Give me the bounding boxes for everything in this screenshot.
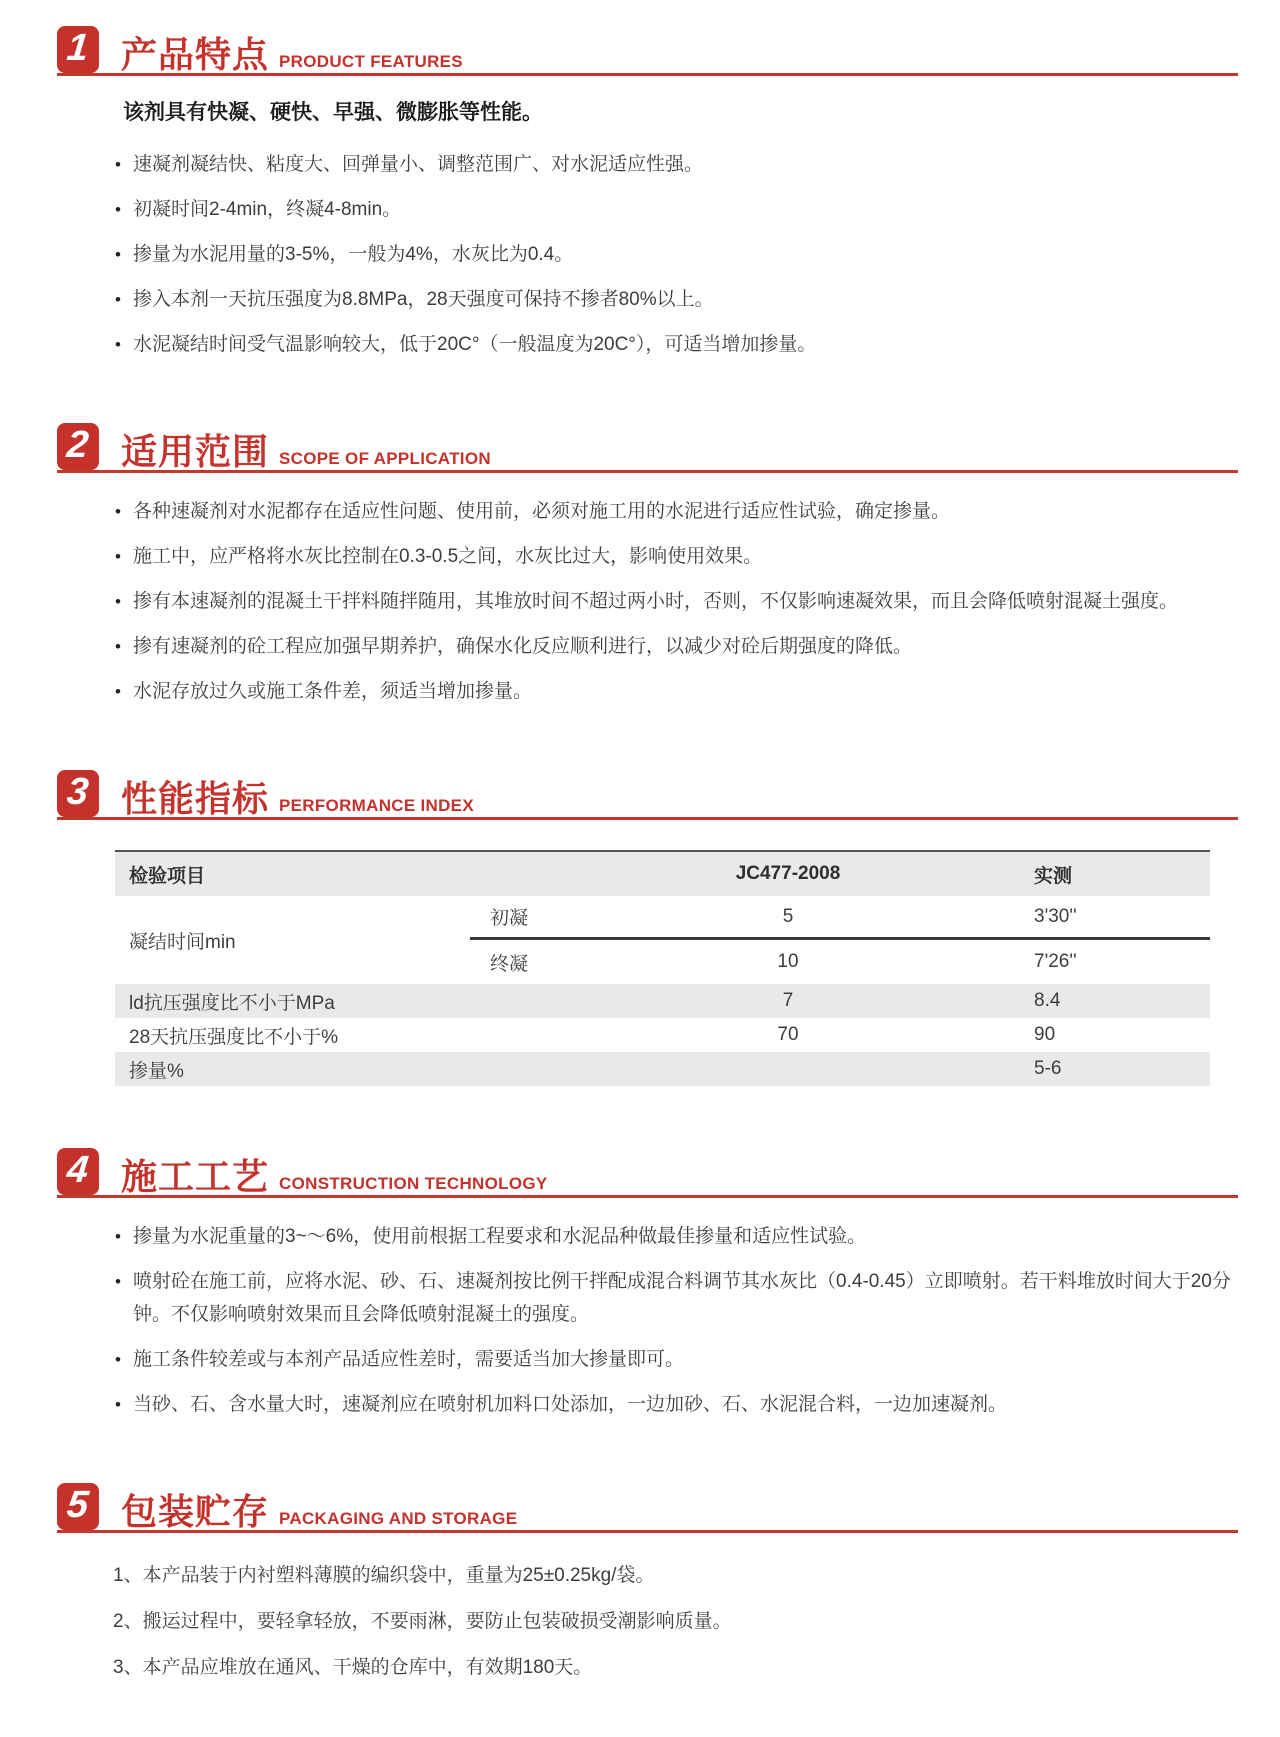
table-header-row	[115, 850, 1210, 896]
table-setting-time-block	[115, 896, 1210, 984]
table-row	[115, 1052, 1210, 1086]
setting-time-subrows	[470, 896, 1210, 984]
subrow-measured-value: 3'30''	[1034, 905, 1077, 927]
bullet-text: 施工条件较差或与本剂产品适应性差时，需要适当加大掺量即可。	[133, 1349, 685, 1370]
bullet-item	[115, 328, 1238, 361]
section-title-zh: 施工工艺	[121, 1156, 270, 1197]
section-number-badge	[57, 1483, 99, 1530]
subrow-name: 初凝	[490, 908, 529, 929]
bullet-item	[115, 1265, 1238, 1331]
bullet-text: 掺有速凝剂的砼工程应加强早期养护，确保水化反应顺利进行，以减少对砼后期强度的降低。	[133, 636, 913, 657]
row-label: ld抗压强度比不小于MPa	[129, 992, 335, 1014]
section-title-zh: 适用范围	[121, 431, 270, 472]
bullet-text: 施工中，应严格将水灰比控制在0.3-0.5之间，水灰比过大，影响使用效果。	[133, 546, 763, 567]
bullet-dot-icon: •	[115, 592, 121, 611]
section-number: 2	[65, 424, 91, 466]
scope-bullet-list	[115, 495, 1238, 708]
bullet-text: 当砂、石、含水量大时，速凝剂应在喷射机加料口处添加，一边加砂、石、水泥混合料，一边加速凝剂。	[133, 1394, 1008, 1415]
section-header	[57, 770, 1238, 820]
bullet-text: 水泥凝结时间受气温影响较大，低于20C°（一般温度为20C°），可适当增加掺量。	[133, 334, 817, 355]
section-header	[57, 423, 1238, 473]
bullet-item	[115, 540, 1238, 573]
bullet-dot-icon: •	[115, 502, 121, 521]
subrow-name: 终凝	[490, 953, 529, 975]
bullet-dot-icon: •	[115, 290, 121, 309]
bullet-text: 喷射砼在施工前，应将水泥、砂、石、速凝剂按比例干拌配成混合料调节其水灰比（0.4-0.45）立即喷射。若干料堆放时间大于20分钟。不仅影响喷射效果而且会降低喷射混凝土的强度。	[133, 1271, 1231, 1325]
setting-time-label: 凝结时间min	[129, 931, 236, 953]
bullet-text: 掺量为水泥用量的3-5%，一般为4%，水灰比为0.4。	[133, 244, 574, 265]
row-measured-value: 5-6	[1034, 1058, 1062, 1079]
bullet-item	[115, 148, 1238, 181]
bullet-item	[115, 585, 1238, 618]
section-number: 1	[65, 27, 91, 69]
bullet-text: 掺入本剂一天抗压强度为8.8MPa，28天强度可保持不掺者80%以上。	[133, 289, 714, 310]
section-title-zh: 产品特点	[121, 34, 270, 75]
row-label: 掺量%	[129, 1060, 184, 1082]
bullet-text: 掺量为水泥重量的3~～6%，使用前根据工程要求和水泥品种做最佳掺量和适应性试验。	[133, 1226, 867, 1247]
row-standard-value: 7	[782, 990, 794, 1011]
table-row	[470, 940, 1210, 984]
table-row	[115, 984, 1210, 1018]
bullet-item	[115, 193, 1238, 226]
bullet-item	[115, 630, 1238, 663]
section-number-badge	[57, 26, 99, 73]
bullet-dot-icon: •	[115, 1272, 121, 1291]
row-standard-value: 70	[777, 1024, 799, 1045]
col-header-item: 检验项目	[129, 865, 206, 887]
section-performance-index	[57, 770, 1238, 1086]
section-title-en: SCOPE OF APPLICATION	[279, 449, 491, 468]
bullet-text: 速凝剂凝结快、粘度大、回弹量小、调整范围广、对水泥适应性强。	[133, 154, 704, 175]
bullet-dot-icon: •	[115, 547, 121, 566]
bullet-item	[115, 495, 1238, 528]
section-construction-technology	[57, 1148, 1238, 1421]
row-measured-value: 8.4	[1034, 990, 1061, 1011]
table-row	[470, 896, 1210, 940]
section-title-zh: 包装贮存	[121, 1491, 270, 1532]
col-header-measured: 实测	[1034, 865, 1073, 887]
bullet-dot-icon: •	[115, 1350, 121, 1369]
bullet-item	[115, 1343, 1238, 1376]
bullet-text: 初凝时间2-4min，终凝4-8min。	[133, 199, 402, 220]
section-number-badge	[57, 423, 99, 470]
section-packaging-storage	[57, 1483, 1238, 1684]
section-header	[57, 1483, 1238, 1533]
col-header-standard: JC477-2008	[735, 863, 841, 884]
section-title-en: PERFORMANCE INDEX	[279, 796, 474, 815]
bullet-text: 各种速凝剂对水泥都存在适应性问题、使用前，必须对施工用的水泥进行适应性试验，确定掺量。	[133, 501, 951, 522]
subrow-measured-value: 7'26''	[1034, 951, 1077, 972]
bullet-dot-icon: •	[115, 1395, 121, 1414]
section-title-en: CONSTRUCTION TECHNOLOGY	[279, 1174, 548, 1193]
section-scope-of-application	[57, 423, 1238, 708]
bullet-dot-icon: •	[115, 245, 121, 264]
bullet-item	[115, 283, 1238, 316]
bullet-item	[115, 1388, 1238, 1421]
section-number-badge	[57, 1148, 99, 1195]
table-row	[115, 1018, 1210, 1052]
bullet-dot-icon: •	[115, 637, 121, 656]
performance-table	[115, 850, 1210, 1086]
subrow-standard-value: 5	[782, 905, 794, 927]
bullet-dot-icon: •	[115, 1227, 121, 1246]
packaging-numbered-list	[113, 1559, 1238, 1684]
bullet-dot-icon: •	[115, 200, 121, 219]
bullet-text: 水泥存放过久或施工条件差，须适当增加掺量。	[133, 681, 533, 702]
numbered-item: 3、本产品应堆放在通风、干燥的仓库中，有效期180天。	[113, 1657, 593, 1678]
bullet-item	[115, 675, 1238, 708]
row-label: 28天抗压强度比不小于%	[129, 1026, 339, 1048]
section-number-badge	[57, 770, 99, 817]
features-bullet-list	[115, 148, 1238, 361]
subrow-standard-value: 10	[777, 951, 799, 972]
bullet-dot-icon: •	[115, 682, 121, 701]
numbered-item: 2、搬运过程中，要轻拿轻放，不要雨淋，要防止包装破损受潮影响质量。	[113, 1611, 732, 1632]
section-header	[57, 1148, 1238, 1198]
bullet-item	[115, 1220, 1238, 1253]
section-number: 4	[65, 1149, 91, 1191]
bullet-dot-icon: •	[115, 335, 121, 354]
section-title-en: PACKAGING AND STORAGE	[279, 1509, 518, 1528]
construction-bullet-list	[115, 1220, 1238, 1421]
bullet-text: 掺有本速凝剂的混凝土干拌料随拌随用，其堆放时间不超过两小时，否则，不仅影响速凝效果，而且会降低喷射混凝土强度。	[133, 591, 1179, 612]
section-header	[57, 26, 1238, 76]
section-title-zh: 性能指标	[121, 778, 270, 819]
row-measured-value: 90	[1034, 1024, 1056, 1045]
bullet-item	[115, 238, 1238, 271]
section-product-features	[57, 26, 1238, 361]
section-number: 3	[65, 771, 91, 813]
numbered-item: 1、本产品装于内衬塑料薄膜的编织袋中，重量为25±0.25kg/袋。	[113, 1565, 655, 1586]
section-title-en: PRODUCT FEATURES	[279, 52, 463, 71]
features-intro: 该剂具有快凝、硬快、早强、微膨胀等性能。	[123, 101, 543, 124]
bullet-dot-icon: •	[115, 155, 121, 174]
section-number: 5	[65, 1484, 91, 1526]
